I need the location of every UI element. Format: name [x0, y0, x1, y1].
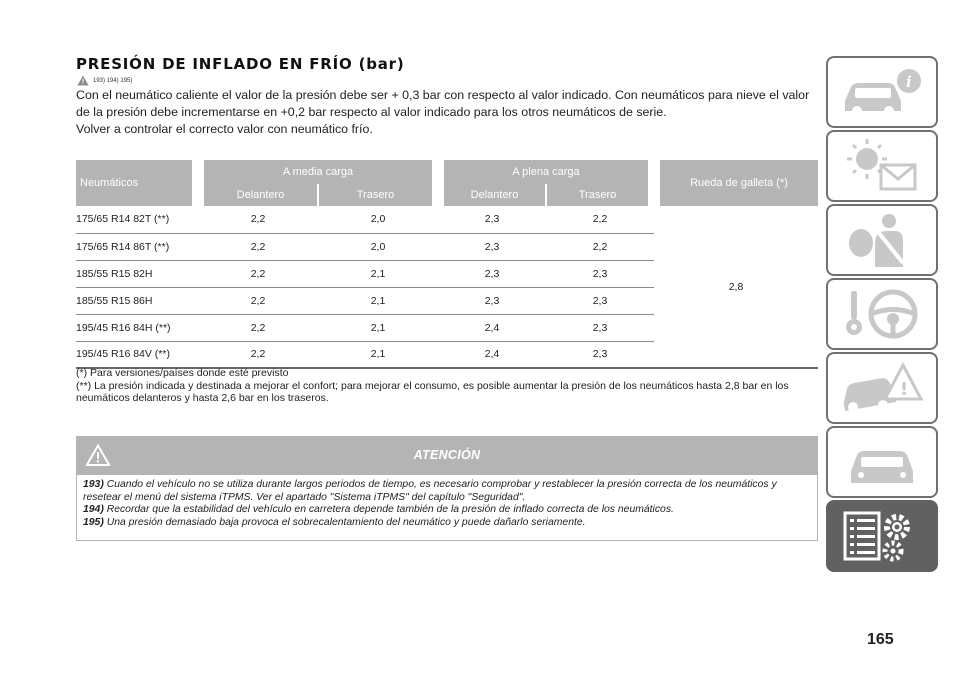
media-trasero-value: 2,1 [318, 260, 438, 287]
attention-item-number: 193) [83, 479, 104, 490]
car-maintenance-icon [837, 431, 927, 493]
tire-model: 175/65 R14 86T (**) [76, 233, 198, 260]
media-delantero-value: 2,2 [198, 260, 318, 287]
plena-delantero-value: 2,3 [438, 206, 546, 233]
tire-model: 175/65 R14 82T (**) [76, 206, 198, 233]
footnote-1: (*) Para versiones/países donde esté previsto [76, 367, 289, 379]
intro-text [76, 87, 821, 138]
svg-text:i: i [906, 73, 912, 91]
media-delantero-value: 2,2 [198, 233, 318, 260]
attention-item-text: Cuando el vehículo no se utiliza durante largos periodos de tiempo, es necesario comprobar y restablecer la presión correcta de los neumáticos y resetear el menú del sistema iTPMS. Ver el apartado "Sistema iTPMS" del capítulo "Seguridad". [83, 479, 777, 503]
refs-text: 193) 194) 195) [93, 77, 133, 84]
attention-item [83, 517, 811, 530]
attention-item [83, 479, 811, 504]
intro-paragraph-2: Volver a controlar el correcto valor con neumático frío. [76, 122, 373, 136]
attention-item [83, 504, 811, 517]
sidebar-tab-emergency[interactable] [826, 352, 938, 424]
page-number: 165 [867, 631, 894, 648]
media-trasero-value: 2,0 [318, 233, 438, 260]
plena-trasero-value: 2,3 [546, 260, 654, 287]
media-delantero-value: 2,2 [198, 206, 318, 233]
header-plena-delantero: Delantero [438, 184, 546, 206]
page-title: PRESIÓN DE INFLADO EN FRÍO (bar) [76, 55, 405, 73]
footnote-2: (**) La presión indicada y destinada a mejorar el confort; para mejorar el consumo, es posible aumentar la presión de los neumáticos hasta 2,8 bar en los neumáticos delanteros y hasta 2,6 bar en los traseros. [76, 379, 789, 404]
sidebar-tab-safety[interactable] [826, 204, 938, 276]
plena-delantero-value: 2,3 [438, 260, 546, 287]
plena-trasero-value: 2,3 [546, 341, 654, 368]
plena-trasero-value: 2,2 [546, 233, 654, 260]
sidebar-tab-starting-driving[interactable] [826, 278, 938, 350]
tire-model: 195/45 R16 84V (**) [76, 341, 198, 368]
plena-trasero-value: 2,2 [546, 206, 654, 233]
plena-delantero-value: 2,3 [438, 233, 546, 260]
attention-item-number: 194) [83, 504, 104, 516]
sidebar-tab-car-info[interactable] [826, 56, 938, 128]
header-media-trasero: Trasero [318, 184, 438, 206]
car-info-icon [837, 61, 927, 123]
media-delantero-value: 2,2 [198, 287, 318, 314]
sidebar-tab-warning-lights[interactable] [826, 130, 938, 202]
warning-lights-icon [837, 135, 927, 197]
technical-data-icon [837, 505, 927, 567]
svg-text:!: ! [900, 379, 909, 400]
media-trasero-value: 2,1 [318, 287, 438, 314]
attention-item-number: 195) [83, 516, 104, 528]
seatbelt-airbag-icon [837, 209, 927, 271]
warning-refs [77, 75, 132, 86]
header-media-delantero: Delantero [198, 184, 318, 206]
header-plena-carga: A plena carga [438, 160, 654, 184]
attention-item-text: Recordar que la estabilidad del vehículo en carretera depende también de la presión de inflado correcta de los neumáticos. [106, 504, 674, 516]
attention-item-text: Una presión demasiado baja provoca el sobrecalentamiento del neumático y puede dañarlo seriamente. [106, 516, 586, 528]
plena-trasero-value: 2,3 [546, 314, 654, 341]
warning-icon [77, 75, 89, 86]
media-delantero-value: 2,2 [198, 314, 318, 341]
table-footnotes [76, 367, 816, 405]
attention-title: ATENCIÓN [413, 448, 481, 462]
tire-pressure-table [76, 160, 818, 369]
media-trasero-value: 2,0 [318, 206, 438, 233]
emergency-icon [837, 357, 927, 419]
plena-delantero-value: 2,3 [438, 287, 546, 314]
sidebar-tab-technical-data[interactable] [826, 500, 938, 572]
plena-trasero-value: 2,3 [546, 287, 654, 314]
header-media-carga: A media carga [198, 160, 438, 184]
tire-model: 185/55 R15 82H [76, 260, 198, 287]
intro-paragraph-1: Con el neumático caliente el valor de la presión debe ser + 0,3 bar con respecto al valor indicado. Con neumáticos para nieve el valor de la presión debe incrementarse en +0,2 bar respecto al valor indicado para los otros neumáticos de serie. [76, 88, 810, 119]
tire-model: 185/55 R15 86H [76, 287, 198, 314]
header-rueda-galleta: Rueda de galleta (*) [654, 160, 818, 206]
media-trasero-value: 2,1 [318, 314, 438, 341]
attention-box [76, 436, 818, 541]
header-plena-trasero: Trasero [546, 184, 654, 206]
key-steering-wheel-icon [837, 283, 927, 345]
attention-header [77, 437, 817, 475]
header-neumaticos: Neumáticos [76, 160, 198, 206]
attention-body [77, 475, 817, 533]
media-delantero-value: 2,2 [198, 341, 318, 368]
tire-model: 195/45 R16 84H (**) [76, 314, 198, 341]
plena-delantero-value: 2,4 [438, 314, 546, 341]
plena-delantero-value: 2,4 [438, 341, 546, 368]
table-row [76, 206, 818, 233]
rueda-galleta-value: 2,8 [654, 206, 818, 368]
media-trasero-value: 2,1 [318, 341, 438, 368]
sidebar-tab-maintenance[interactable] [826, 426, 938, 498]
